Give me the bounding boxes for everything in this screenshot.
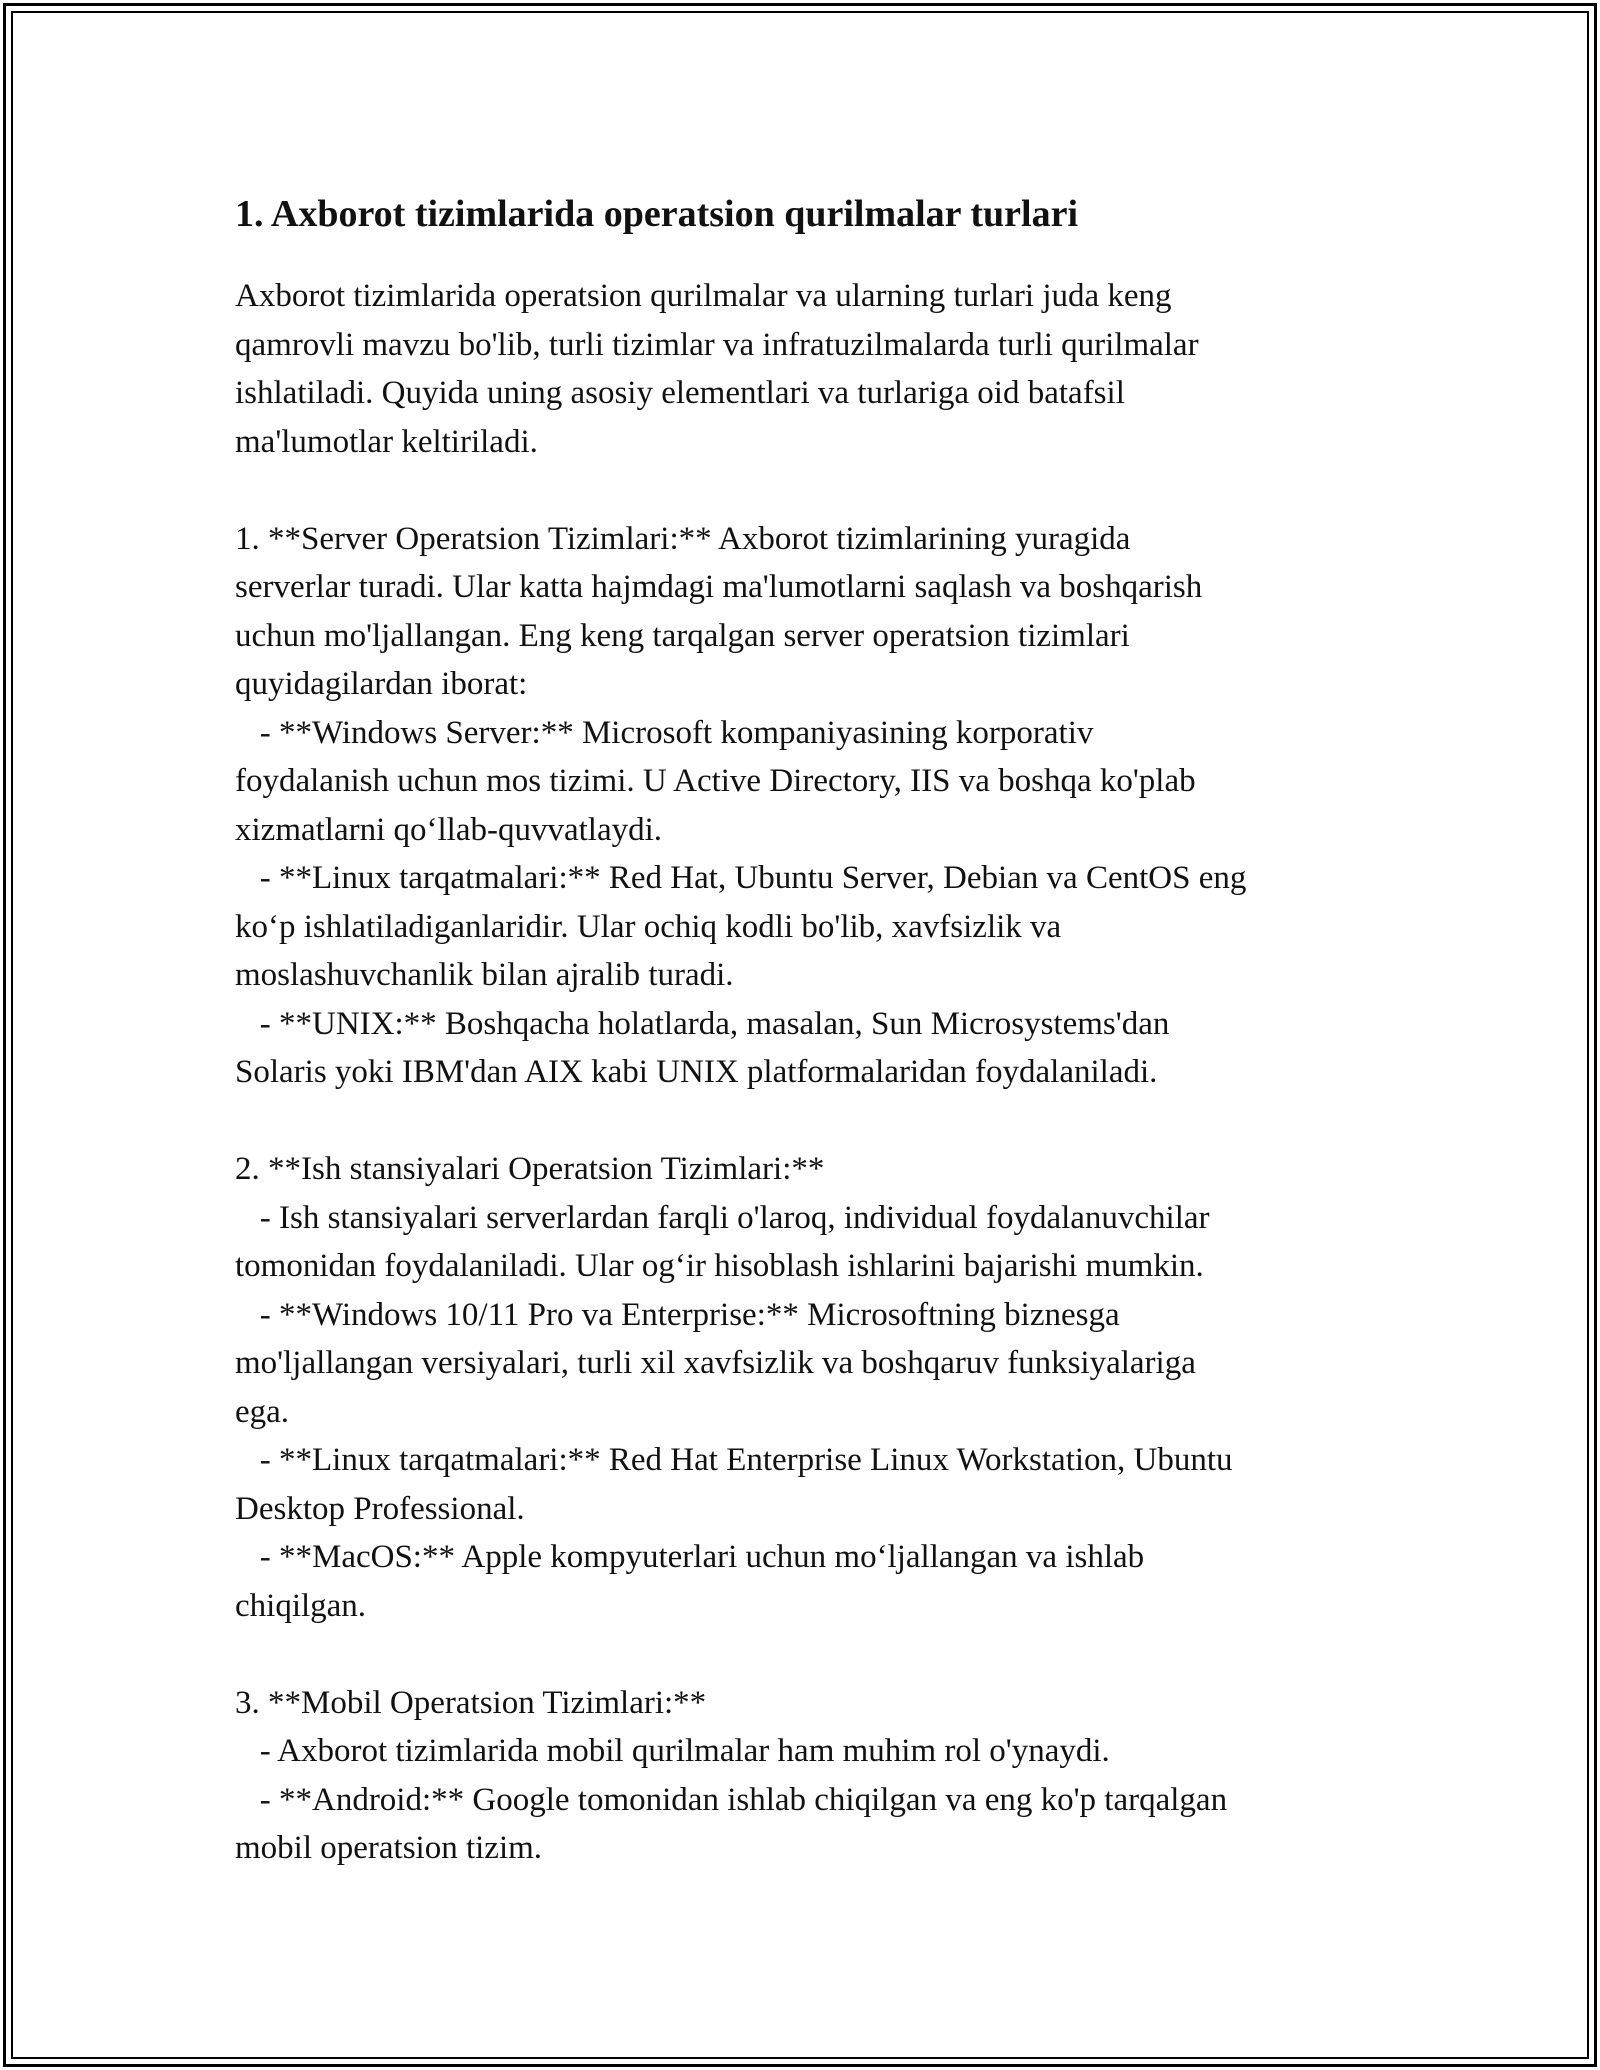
text-line bbox=[235, 1630, 1375, 1679]
text-line: ko‘p ishlatiladiganlaridir. Ular ochiq kodli bo'lib, xavfsizlik va bbox=[235, 908, 1062, 945]
text-line: foydalanish uchun mos tizimi. U Active Directory, IIS va boshqa ko'plab bbox=[235, 763, 1196, 799]
text-line: - **Linux tarqatmalari:** Red Hat, Ubuntu Server, Debian va CentOS eng bbox=[235, 860, 1247, 896]
text-line: chiqilgan. bbox=[235, 1587, 367, 1624]
text-line: - **UNIX:** Boshqacha holatlarda, masalan, Sun Microsystems'dan bbox=[235, 1005, 1170, 1042]
text-line: ega. bbox=[235, 1393, 290, 1430]
document-title: 1. Axborot tizimlarida operatsion qurilmalar turlari bbox=[235, 193, 1078, 235]
text-line: xizmatlarni qo‘llab-quvvatlaydi. bbox=[235, 811, 663, 848]
text-line: - **Android:** Google tomonidan ishlab chiqilgan va eng ko'p tarqalgan bbox=[235, 1781, 1228, 1818]
text-line: uchun mo'ljallangan. Eng keng tarqalgan server operatsion tizimlari bbox=[235, 617, 1130, 654]
text-line: - **MacOS:** Apple kompyuterlari uchun mo‘ljallangan va ishlab bbox=[235, 1539, 1145, 1575]
intro-paragraph bbox=[235, 272, 1375, 466]
text-line bbox=[235, 466, 1375, 515]
document-content bbox=[235, 186, 1375, 1873]
text-line: - **Linux tarqatmalari:** Red Hat Enterprise Linux Workstation, Ubuntu bbox=[235, 1442, 1233, 1478]
text-line: 2. **Ish stansiyalari Operatsion Tizimlari:** bbox=[235, 1151, 825, 1187]
text-line: quyidagilardan iborat: bbox=[235, 666, 528, 702]
text-line: ma'lumotlar keltiriladi. bbox=[235, 423, 538, 460]
text-line: - Axborot tizimlarida mobil qurilmalar ham muhim rol o'ynaydi. bbox=[235, 1733, 1110, 1769]
document-body bbox=[235, 466, 1375, 1873]
text-line: mobil operatsion tizim. bbox=[235, 1830, 543, 1866]
text-line: - **Windows Server:** Microsoft kompaniyasining korporativ bbox=[235, 714, 1094, 751]
text-line: Desktop Professional. bbox=[235, 1490, 525, 1527]
text-line: serverlar turadi. Ular katta hajmdagi ma'lumotlarni saqlash va boshqarish bbox=[235, 569, 1203, 605]
text-line bbox=[235, 1097, 1375, 1146]
text-line: moslashuvchanlik bilan ajralib turadi. bbox=[235, 957, 734, 993]
text-line: - Ish stansiyalari serverlardan farqli o'laroq, individual foydalanuvchilar bbox=[235, 1199, 1210, 1236]
text-line: 1. **Server Operatsion Tizimlari:** Axborot tizimlarining yuragida bbox=[235, 520, 1131, 557]
text-line: - **Windows 10/11 Pro va Enterprise:** Microsoftning biznesga bbox=[235, 1296, 1120, 1333]
text-line: 3. **Mobil Operatsion Tizimlari:** bbox=[235, 1684, 707, 1721]
text-line: tomonidan foydalaniladi. Ular og‘ir hisoblash ishlarini bajarishi mumkin. bbox=[235, 1248, 1204, 1284]
text-line: Solaris yoki IBM'dan AIX kabi UNIX platformalaridan foydalaniladi. bbox=[235, 1054, 1158, 1090]
text-line: mo'ljallangan versiyalari, turli xil xavfsizlik va boshqaruv funksiyalariga bbox=[235, 1345, 1196, 1381]
text-line: Axborot tizimlarida operatsion qurilmalar va ularning turlari juda keng bbox=[235, 278, 1172, 314]
text-line: qamrovli mavzu bo'lib, turli tizimlar va infratuzilmalarda turli qurilmalar bbox=[235, 326, 1199, 363]
text-line: ishlatiladi. Quyida uning asosiy elementlari va turlariga oid batafsil bbox=[235, 375, 1125, 411]
